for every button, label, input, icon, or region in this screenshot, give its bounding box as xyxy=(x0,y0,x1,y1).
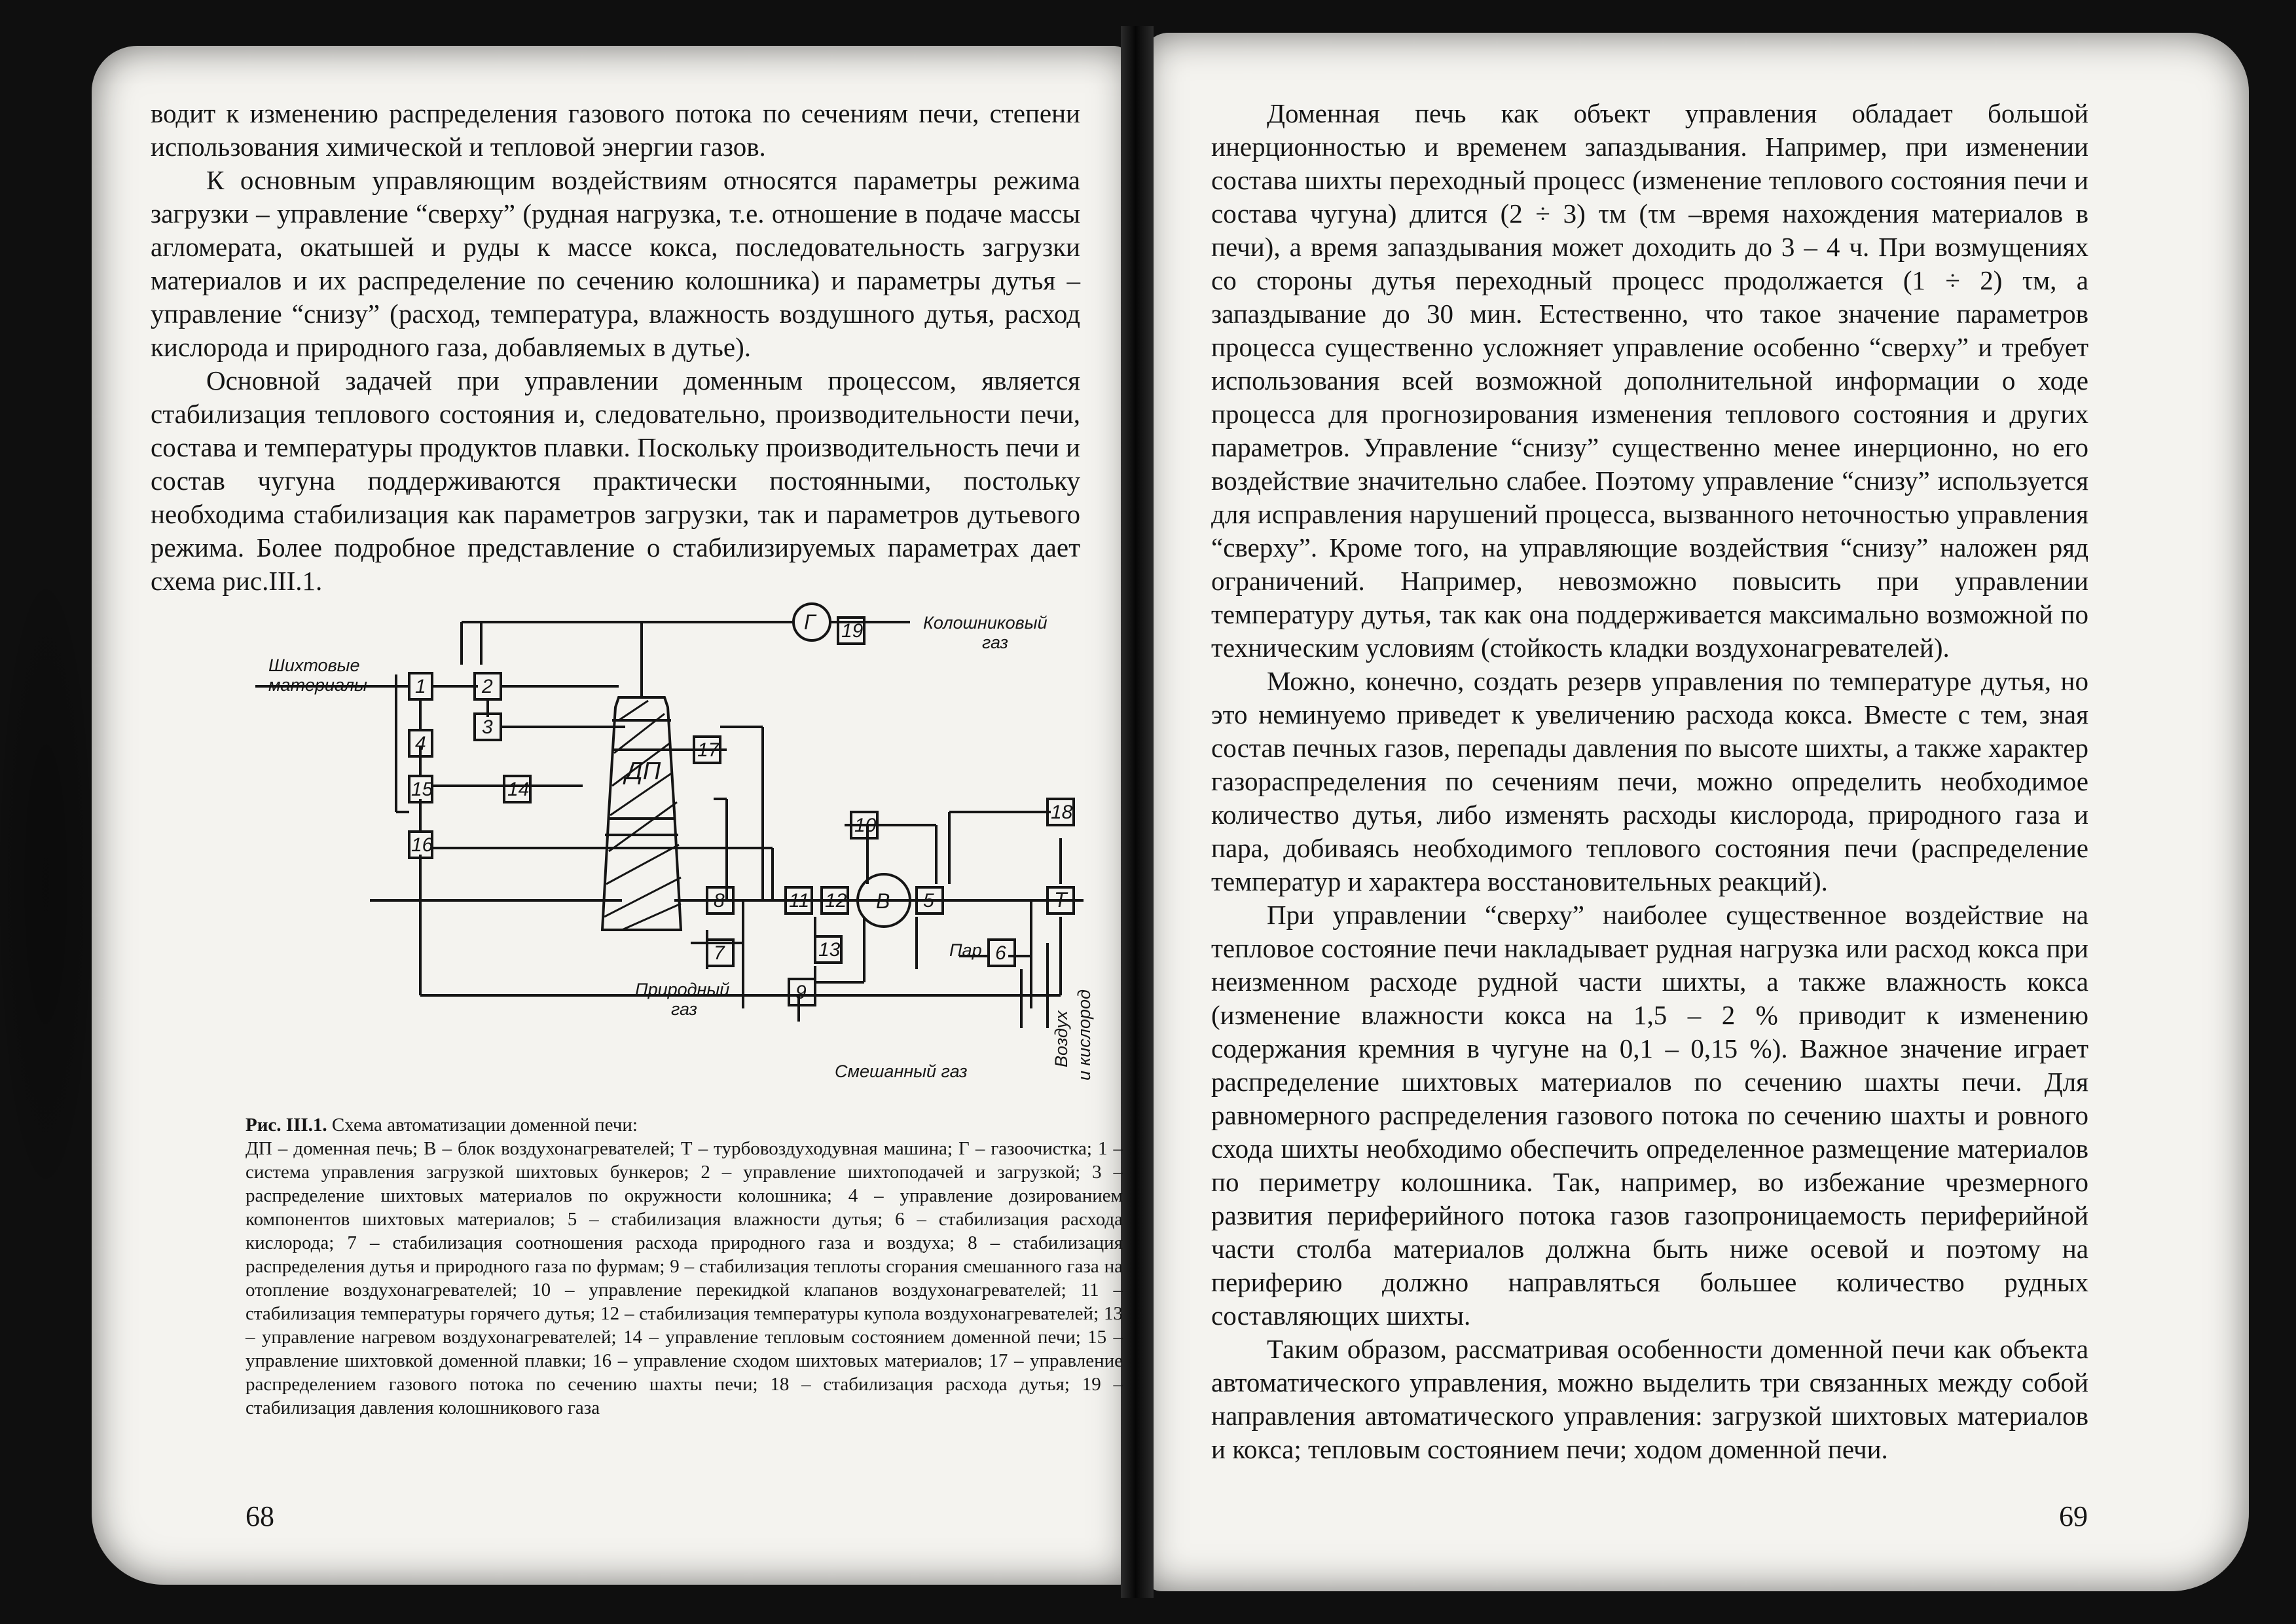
block-label: 14 xyxy=(507,779,530,800)
charge-materials-label: материалы xyxy=(268,675,367,695)
block-label: 16 xyxy=(411,834,433,856)
right-paragraph: При управлении “сверху” наиболее существенное воздействие на тепловое состояние печи накладывает рудная нагрузка или расход кокса при неизменном расходе рудной части шихты, а также влажность кокса (изменение влажности кокса на 1,5 – 2 % приводит к изменению содержания кремния в чугуне на 0,1 – 0,15 %). Важное значение играет распределение шихтовых материалов по сечению шахты печи. Для равномерного распределения газового потока по сечению шахты и ровного схода шихты необходимо обеспечить определенное размещение материалов по периметру колошника. Так, например, во избежание чрезмерного развития периферийного потока газов газопроницаемость периферийной части столба материалов должна быть ниже осевой и поэтому на периферию должно направляться большее количество рудных составляющих шихты. xyxy=(1211,900,2088,1331)
block-label: 7 xyxy=(714,942,725,964)
block-label: 4 xyxy=(415,733,426,754)
right-paragraph: Можно, конечно, создать резерв управления по температуре дутья, но это неминуемо приведет к увеличению расхода кокса. Вместе с тем, зная состав печных газов, перепады давления по высоте шихты, а также характер газораспределения по сечениям печи, можно определить необходимое количество дутья, либо изменять расходы кислорода, природного газа и пара, добиваясь необходимого теплового состояния печи (распределение температур и характера восстановительных реакций). xyxy=(1211,666,2088,896)
mixed-gas-label: Смешанный газ xyxy=(835,1061,968,1081)
block-label: 3 xyxy=(482,716,493,738)
block-label: 2 xyxy=(482,676,493,697)
block-label: 15 xyxy=(411,779,433,800)
caption-text: Схема автоматизации доменной печи: xyxy=(331,1115,638,1135)
air-oxygen-label: и кислород xyxy=(1074,989,1094,1080)
scan-edge-shadow xyxy=(0,589,92,1179)
left-paragraph: К основным управляющим воздействиям относятся параметры режима загрузки – управление “сверху” (рудная нагрузка, т.е. отношение в подаче массы агломерата, окатышей и руды к массе кокса, последовательность загрузки материалов и их распределение по сечению колошника) и параметры дутья – управление “снизу” (расход, температура, влажность воздушного дутья, расход кислорода и природного газа, добавляемых в дутье). xyxy=(151,165,1080,362)
left-paragraph: Основной задачей при управлении доменным процессом, является стабилизация теплового состояния и, следовательно, производительности печи, состава и температуры продуктов плавки. Поскольку производительность печи и состав чугуна поддерживаются практически постоянными, постольку необходима стабилизация как параметров загрузки, так и параметров дутьевого режима. Более подробное представление о стабилизируемых параметрах дает схема рис.III.1. xyxy=(151,365,1080,596)
caption-title: Рис. III.1. xyxy=(246,1115,327,1135)
block-label: 5 xyxy=(923,890,934,912)
block-label: 10 xyxy=(854,815,877,836)
turbo-label: Т xyxy=(1054,888,1067,912)
figure-caption xyxy=(246,1113,1123,1420)
left-page-text xyxy=(151,97,1080,598)
furnace-label: ДП xyxy=(625,758,661,785)
natural-gas-label: газ xyxy=(671,999,697,1019)
natural-gas-label: Природный xyxy=(635,980,730,999)
block-label: 18 xyxy=(1051,802,1073,823)
right-paragraph: Таким образом, рассматривая особенности доменной печи как объекта автоматического управления, можно выделить три связанных между собой направления автоматического управления: загрузкой шихтовых материалов и кокса; тепловым состоянием печи; ходом доменной печи. xyxy=(1211,1334,2088,1464)
block-label: 8 xyxy=(714,890,725,912)
block-label: 1 xyxy=(415,676,426,697)
blast-furnace-automation-diagram xyxy=(255,602,1126,1100)
top-gas-label: Колошниковый xyxy=(923,613,1048,633)
block-label: 13 xyxy=(818,939,841,961)
air-oxygen-label: Воздух xyxy=(1051,1010,1071,1067)
block-label: 17 xyxy=(697,739,720,761)
block-label: 9 xyxy=(795,982,807,1003)
block-label: 19 xyxy=(841,620,864,642)
heater-block-label: В xyxy=(876,889,890,913)
page-number-right: 69 xyxy=(2059,1500,2088,1532)
steam-label: Пар xyxy=(949,940,982,960)
block-label: 6 xyxy=(995,942,1006,964)
charge-materials-label: Шихтовые xyxy=(268,655,360,675)
caption-legend: ДП – доменная печь; В – блок воздухонагревателей; Т – турбовоздуходувная машина; Г – газоочистка; 1 – система управления загрузкой шихтовых бункеров; 2 – управление шихтоподачей и загрузкой; 3 – распределение шихтовых материалов по окружности колошника; 4 – управление дозированием компонентов шихтовых материалов; 5 – стабилизация влажности дутья; 6 – стабилизация расхода кислорода; 7 – стабилизация соотношения расхода природного газа и воздуха; 8 – стабилизация распределения дутья и природного газа по фурмам; 9 – стабилизация теплоты сгорания смешанного газа на отопление воздухонагревателей; 10 – управление перекидкой клапанов воздухонагревателей; 11 – стабилизация температуры горячего дутья; 12 – стабилизация температуры купола воздухонагревателей; 13 – управление нагревом воздухонагревателей; 14 – управление тепловым состоянием доменной печи; 15 – управление шихтовкой доменной плавки; 16 – управление сходом шихтовых материалов; 17 – управление распределением газового потока по сечению шахты печи; 18 – стабилизация расхода дутья; 19 – стабилизация давления колошникового газа xyxy=(246,1138,1123,1418)
top-gas-label: газ xyxy=(982,633,1008,652)
gas-cleaner-label: Г xyxy=(804,610,816,634)
left-paragraph: водит к изменению распределения газового потока по сечениям печи, степени использования химической и тепловой энергии газов. xyxy=(151,98,1080,162)
block-label: 11 xyxy=(789,890,810,912)
right-page-text xyxy=(1211,97,2088,1466)
block-label: 12 xyxy=(825,890,847,912)
page-number-left: 68 xyxy=(246,1500,274,1532)
right-paragraph: Доменная печь как объект управления обладает большой инерционностью и временем запаздывания. Например, при изменении состава шихты переходный процесс (изменение теплового состояния печи и состава чугуна) длится (2 ÷ 3) τм (τм –время нахождения материалов в печи), а время запаздывания может доходить до 3 – 4 ч. При возмущениях со стороны дутья переходный процесс продолжается (1 ÷ 2) τм, а запаздывание до 30 мин. Естественно, что такое значение параметров процесса существенно усложняет управление особенно “сверху” и требует использования всей возможной дополнительной информации о ходе процесса для прогнозирования изменения теплового состояния и других параметров. Управление “снизу” существенно менее инерционно, но его воздействие значительно слабее. Поэтому управление “снизу” используется для исправления нарушений процесса, вызванного неточностью управления “сверху”. Кроме того, на управляющие воздействия “снизу” наложен ряд ограничений. Например, невозможно повысить при управлении температуру дутья, так как она поддерживается максимально возможной по техническим условиям (стойкость кладки воздухонагревателей). xyxy=(1211,98,2088,663)
